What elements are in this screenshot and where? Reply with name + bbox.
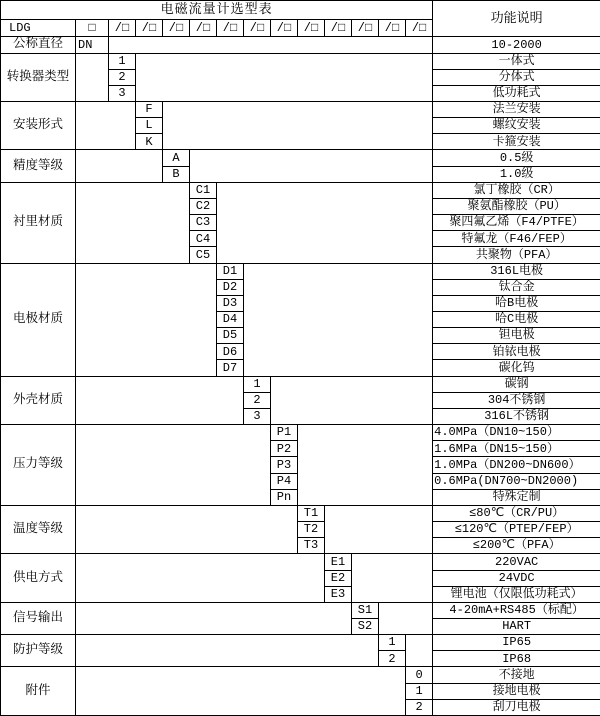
table-row <box>1 263 600 279</box>
function-description: 共聚物（PFA） <box>433 247 600 263</box>
function-description: 316L不锈钢 <box>433 408 600 424</box>
spacer-cell <box>109 37 433 53</box>
spacer-cell <box>406 635 433 667</box>
table-row <box>1 1 600 20</box>
function-description: ≤200℃（PFA） <box>433 538 600 554</box>
function-description: 碳钢 <box>433 376 600 392</box>
spacer-cell <box>76 263 217 376</box>
function-description: 卡箍安装 <box>433 134 600 150</box>
function-description: ≤120℃（PTEP/FEP） <box>433 522 600 538</box>
function-description: 锂电池（仅限低功耗式） <box>433 586 600 602</box>
function-description: 低功耗式 <box>433 85 600 101</box>
function-description: 316L电极 <box>433 263 600 279</box>
code-cell: E3 <box>325 586 352 602</box>
code-cell: C4 <box>190 231 217 247</box>
function-description: ≤80℃（CR/PU） <box>433 505 600 521</box>
code-cell: P1 <box>271 425 298 441</box>
section-label: 附件 <box>1 667 76 716</box>
spacer-cell <box>325 505 433 553</box>
function-description: 聚四氟乙烯（F4/PTFE） <box>433 215 600 231</box>
code-cell: E2 <box>325 570 352 586</box>
function-description: 聚氨酯橡胶（PU） <box>433 198 600 214</box>
code-cell: L <box>136 118 163 134</box>
table-row <box>1 182 600 198</box>
spacer-cell <box>76 505 298 553</box>
function-description: 10-2000 <box>433 37 600 53</box>
spacer-cell <box>163 101 433 149</box>
selection-slot-cell: /□ <box>109 20 136 37</box>
selection-table-body <box>1 1 600 716</box>
spacer-cell <box>76 150 163 182</box>
selection-slot-cell: /□ <box>406 20 433 37</box>
section-label: 信号输出 <box>1 602 76 634</box>
spacer-cell <box>352 554 433 602</box>
spacer-cell <box>244 263 433 376</box>
function-description: 接地电极 <box>433 683 600 699</box>
function-description: 0.5级 <box>433 150 600 166</box>
code-cell: 2 <box>109 69 136 85</box>
code-cell: 2 <box>406 699 433 715</box>
function-column-header: 功能说明 <box>433 1 600 37</box>
selection-slot-cell: /□ <box>136 20 163 37</box>
code-cell: D5 <box>217 328 244 344</box>
table-row <box>1 101 600 117</box>
function-description: IP68 <box>433 651 600 667</box>
table-row <box>1 53 600 69</box>
table-row <box>1 425 600 441</box>
code-cell: 3 <box>244 408 271 424</box>
spacer-cell <box>271 376 433 424</box>
code-cell: T2 <box>298 522 325 538</box>
spacer-cell <box>76 554 325 602</box>
code-cell: C5 <box>190 247 217 263</box>
section-label: 供电方式 <box>1 554 76 602</box>
function-description: IP65 <box>433 635 600 651</box>
function-description: 不接地 <box>433 667 600 683</box>
code-cell: B <box>163 166 190 182</box>
selection-slot-cell: /□ <box>163 20 190 37</box>
spacer-cell <box>217 182 433 263</box>
section-label: 精度等级 <box>1 150 76 182</box>
code-cell: D1 <box>217 263 244 279</box>
section-label: 电极材质 <box>1 263 76 376</box>
function-description: 304不锈钢 <box>433 392 600 408</box>
code-cell: P4 <box>271 473 298 489</box>
function-description: 1.0级 <box>433 166 600 182</box>
table-row <box>1 667 600 683</box>
code-cell: 1 <box>109 53 136 69</box>
spacer-cell <box>76 602 352 634</box>
code-cell: C1 <box>190 182 217 198</box>
code-cell: 2 <box>244 392 271 408</box>
code-cell: 3 <box>109 85 136 101</box>
code-cell: S2 <box>352 618 379 634</box>
function-description: 特氟龙（F46/FEP） <box>433 231 600 247</box>
function-description: 4.0MPa（DN10~150） <box>433 425 600 441</box>
selection-slot-cell: /□ <box>325 20 352 37</box>
table-row <box>1 505 600 521</box>
function-description: HART <box>433 618 600 634</box>
section-label: 压力等级 <box>1 425 76 506</box>
code-cell: Pn <box>271 489 298 505</box>
code-cell: 2 <box>379 651 406 667</box>
code-cell: D6 <box>217 344 244 360</box>
section-label: 衬里材质 <box>1 182 76 263</box>
code-cell: P3 <box>271 457 298 473</box>
spacer-cell <box>136 53 433 101</box>
selection-slot-cell: /□ <box>298 20 325 37</box>
function-description: 铂铱电极 <box>433 344 600 360</box>
function-description: 螺纹安装 <box>433 118 600 134</box>
code-cell: DN <box>76 37 109 53</box>
code-cell: C3 <box>190 215 217 231</box>
code-cell: K <box>136 134 163 150</box>
function-description: 氯丁橡胶（CR） <box>433 182 600 198</box>
section-label: 公称直径 <box>1 37 76 53</box>
function-description: 哈C电极 <box>433 312 600 328</box>
section-label: 安装形式 <box>1 101 76 149</box>
table-row <box>1 37 600 53</box>
section-label: 转换器类型 <box>1 53 76 101</box>
function-description: 220VAC <box>433 554 600 570</box>
function-description: 特殊定制 <box>433 489 600 505</box>
function-description: 1.6MPa（DN15~150） <box>433 441 600 457</box>
spacer-cell <box>76 53 109 101</box>
spacer-cell <box>76 182 190 263</box>
table-row <box>1 376 600 392</box>
code-cell: D3 <box>217 295 244 311</box>
code-cell: D2 <box>217 279 244 295</box>
code-cell: D4 <box>217 312 244 328</box>
dn-box-cell: □ <box>76 20 109 37</box>
code-cell: F <box>136 101 163 117</box>
function-description: 4-20mA+RS485（标配） <box>433 602 600 618</box>
page-title: 电磁流量计选型表 <box>1 1 433 20</box>
spacer-cell <box>76 667 406 716</box>
code-cell: A <box>163 150 190 166</box>
spacer-cell <box>298 425 433 506</box>
selection-slot-cell: /□ <box>379 20 406 37</box>
function-description: 哈B电极 <box>433 295 600 311</box>
spacer-cell <box>76 635 379 667</box>
code-cell: T3 <box>298 538 325 554</box>
selection-slot-cell: /□ <box>352 20 379 37</box>
function-description: 钛合金 <box>433 279 600 295</box>
code-cell: 0 <box>406 667 433 683</box>
function-description: 1.0MPa（DN200~DN600） <box>433 457 600 473</box>
section-label: 防护等级 <box>1 635 76 667</box>
function-description: 法兰安装 <box>433 101 600 117</box>
table-row <box>1 150 600 166</box>
table-row <box>1 554 600 570</box>
spacer-cell <box>379 602 433 634</box>
function-description: 一体式 <box>433 53 600 69</box>
section-label: 外壳材质 <box>1 376 76 424</box>
code-cell: D7 <box>217 360 244 376</box>
spacer-cell <box>190 150 433 182</box>
code-cell: E1 <box>325 554 352 570</box>
code-cell: 1 <box>379 635 406 651</box>
spacer-cell <box>76 101 136 149</box>
code-cell: P2 <box>271 441 298 457</box>
spacer-cell <box>76 376 244 424</box>
code-cell: S1 <box>352 602 379 618</box>
selection-slot-cell: /□ <box>217 20 244 37</box>
selection-slot-cell: /□ <box>244 20 271 37</box>
code-cell: 1 <box>406 683 433 699</box>
table-row <box>1 602 600 618</box>
function-description: 碳化钨 <box>433 360 600 376</box>
selection-slot-cell: /□ <box>190 20 217 37</box>
code-cell: 1 <box>244 376 271 392</box>
function-description: 分体式 <box>433 69 600 85</box>
code-cell: C2 <box>190 198 217 214</box>
code-cell: T1 <box>298 505 325 521</box>
function-description: 24VDC <box>433 570 600 586</box>
function-description: 0.6MPa(DN700~DN2000) <box>433 473 600 489</box>
spacer-cell <box>76 425 271 506</box>
function-description: 刮刀电极 <box>433 699 600 715</box>
table-row <box>1 635 600 651</box>
selection-slot-cell: /□ <box>271 20 298 37</box>
model-code-cell: LDG <box>1 20 76 37</box>
function-description: 钽电极 <box>433 328 600 344</box>
section-label: 温度等级 <box>1 505 76 553</box>
